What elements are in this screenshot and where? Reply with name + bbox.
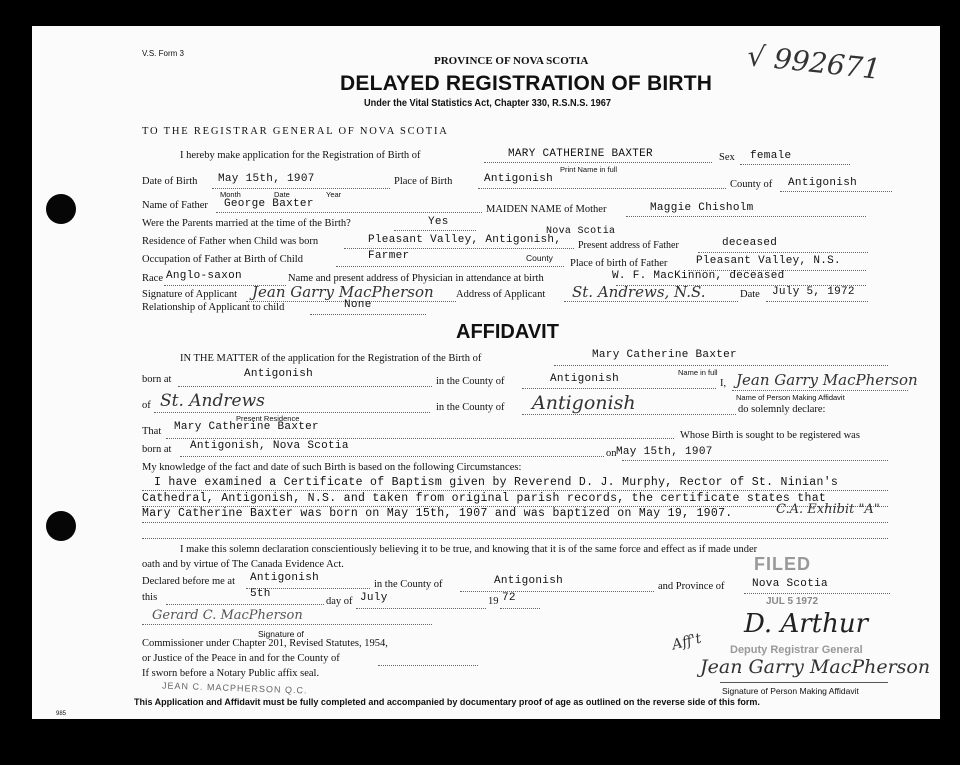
child-name: MARY CATHERINE BAXTER — [508, 148, 653, 160]
signature-of-label: Signature of — [258, 629, 304, 639]
print-name-label: Print Name in full — [560, 165, 618, 174]
notary-note: If sworn before a Notary Public affix seal. — [142, 668, 320, 679]
county-small-label: County — [526, 253, 553, 263]
commissioner-signature: Gerard C. MacPherson — [152, 608, 303, 623]
father-present-address: deceased — [722, 237, 778, 249]
residence-label: Residence of Father when Child was born — [142, 236, 319, 247]
affidavit-child-name: Mary Catherine Baxter — [592, 349, 737, 361]
circumstance-line-3: Mary Catherine Baxter was born on May 15th, 1907 and was baptized on May 19, 1907. — [142, 507, 733, 520]
county-label: County of — [730, 179, 773, 190]
in-county-label-1: in the County of — [436, 376, 505, 387]
on-label: on — [606, 448, 617, 459]
sex-label: Sex — [719, 152, 735, 163]
exhibit-mark: C.A. Exhibit "A" — [776, 502, 880, 517]
footer-note: This Application and Affidavit must be fully completed and accompanied by documentary proof of age as outlined on the reverse side of this form. — [134, 697, 760, 707]
born-on-date: May 15th, 1907 — [616, 446, 713, 458]
addr-applicant-label: Address of Applicant — [456, 289, 546, 300]
filed-date: JUL 5 1972 — [766, 596, 819, 607]
physician-value: W. F. MacKinnon, deceased — [612, 270, 785, 282]
married-label: Were the Parents married at the time of the Birth? — [142, 218, 351, 229]
mother-name: Maggie Chisholm — [650, 202, 754, 214]
commissioner-line-1: Commissioner under Chapter 201, Revised Statutes, 1954, — [142, 638, 388, 649]
declared-before-label: Declared before me at — [142, 576, 235, 587]
commissioner-line-2: or Justice of the Peace in and for the County of — [142, 653, 340, 664]
circumstance-line-2: Cathedral, Antigonish, N.S. and taken from original parish records, the certificate states that — [142, 492, 827, 505]
father-occupation: Farmer — [368, 250, 410, 262]
sex-value: female — [750, 150, 792, 162]
app-date-label: Date — [740, 289, 760, 300]
birth-registration-form — [32, 26, 940, 719]
date-label: Date — [274, 190, 290, 199]
applicant-signature: Jean Garry MacPherson — [252, 283, 434, 301]
aff-sig-label: Signature of Person Making Affidavit — [722, 686, 859, 696]
affidavit-heading: AFFIDAVIT — [456, 321, 559, 343]
declared-day: 5th — [250, 588, 271, 600]
declaration-line-1: I make this solemn declaration conscientiously believing it to be true, and knowing that it is of the same force and effect as if made under — [180, 544, 758, 555]
father-residence-province: Nova Scotia — [546, 226, 616, 237]
race-label: Race — [142, 273, 163, 284]
affidavit-county: Antigonish — [550, 373, 620, 385]
knowledge-label: My knowledge of the fact and date of such Birth is based on the following Circumstances: — [142, 462, 522, 473]
name-person-label: Name of Person Making Affidavit — [736, 393, 845, 402]
solemnly-label: do solemnly declare: — [738, 404, 826, 415]
i-label: I, — [720, 378, 727, 389]
whose-birth-label: Whose Birth is sought to be registered was — [680, 430, 860, 441]
day-of-label: day of — [326, 596, 353, 607]
registrar-signature: D. Arthur — [744, 609, 869, 639]
declared-province: Nova Scotia — [752, 578, 828, 590]
occupation-label: Occupation of Father at Birth of Child — [142, 254, 303, 265]
born-at-label: born at — [142, 374, 172, 385]
declaration-line-2: oath and by virtue of The Canada Evidence Act. — [142, 559, 344, 570]
corner-code: 985 — [56, 711, 67, 717]
notary-stamp: JEAN C. MACPHERSON Q.C. — [161, 680, 308, 696]
year-prefix: 19 — [488, 596, 499, 607]
form-number: V.S. Form 3 — [142, 49, 184, 58]
that-name: Mary Catherine Baxter — [174, 421, 319, 433]
physician-label: Name and present address of Physician in attendance at birth — [288, 273, 544, 284]
relationship-value: None — [344, 299, 372, 311]
dob-value: May 15th, 1907 — [218, 173, 315, 185]
month-label: Month — [220, 190, 241, 199]
race-value: Anglo-saxon — [166, 270, 242, 282]
serial-number: √ 992671 — [745, 39, 883, 86]
province-heading: PROVINCE OF NOVA SCOTIA — [434, 55, 589, 67]
mother-label: MAIDEN NAME of Mother — [486, 204, 607, 215]
that-label: That — [142, 426, 162, 437]
declared-year: 72 — [502, 592, 516, 604]
affiant-signature-bottom: Jean Garry MacPherson — [700, 656, 931, 678]
circumstance-line-1: I have examined a Certificate of Baptism given by Reverend D. J. Murphy, Rector of St. Ninian's — [154, 476, 839, 489]
punch-hole-top — [46, 194, 76, 224]
present-residence-label: Present Residence — [236, 414, 300, 423]
punch-hole-bottom — [46, 511, 76, 541]
married-value: Yes — [428, 216, 449, 228]
relationship-label: Relationship of Applicant to child — [142, 302, 285, 313]
applicant-address: St. Andrews, N.S. — [572, 283, 706, 301]
place-of-birth-label: Place of Birth — [394, 176, 453, 187]
declared-place: Antigonish — [250, 572, 320, 584]
form-title: DELAYED REGISTRATION OF BIRTH — [340, 72, 713, 95]
affiant-county: Antigonish — [532, 392, 636, 414]
father-residence: Pleasant Valley, Antigonish, — [368, 234, 562, 246]
deputy-registrar-label: Deputy Registrar General — [730, 644, 863, 656]
province-label: and Province of — [658, 581, 725, 592]
declared-county: Antigonish — [494, 575, 564, 587]
application-intro: I hereby make application for the Registration of Birth of — [180, 150, 421, 161]
born-at-value: Antigonish, Nova Scotia — [190, 440, 349, 452]
affiant-name: Jean Garry MacPherson — [736, 371, 918, 389]
affidavit-born-place: Antigonish — [244, 368, 314, 380]
application-date: July 5, 1972 — [772, 286, 855, 298]
father-label: Name of Father — [142, 200, 208, 211]
county-value: Antigonish — [788, 177, 858, 189]
born-at-label-2: born at — [142, 444, 172, 455]
affiant-residence: St. Andrews — [160, 391, 265, 411]
present-address-label: Present address of Father — [578, 240, 679, 251]
this-label: this — [142, 592, 158, 603]
father-birthplace-label: Place of birth of Father — [570, 258, 668, 269]
addressee: TO THE REGISTRAR GENERAL OF NOVA SCOTIA — [142, 126, 449, 137]
filed-stamp: FILED — [754, 554, 811, 574]
of-label: of — [142, 400, 151, 411]
affidavit-intro: IN THE MATTER of the application for the Registration of the Birth of — [180, 353, 482, 364]
father-birthplace: Pleasant Valley, N.S. — [696, 255, 841, 267]
father-name: George Baxter — [224, 198, 314, 210]
place-of-birth: Antigonish — [484, 173, 554, 185]
year-label: Year — [326, 190, 342, 199]
in-county-label-3: in the County of — [374, 579, 443, 590]
declared-month: July — [360, 592, 388, 604]
name-in-full-label: Name in full — [678, 368, 718, 377]
dob-label: Date of Birth — [142, 176, 198, 187]
sig-applicant-label: Signature of Applicant — [142, 289, 238, 300]
aff-mark: Aff't — [670, 630, 704, 654]
in-county-label-2: in the County of — [436, 402, 505, 413]
form-subtitle: Under the Vital Statistics Act, Chapter 330, R.S.N.S. 1967 — [364, 98, 611, 109]
